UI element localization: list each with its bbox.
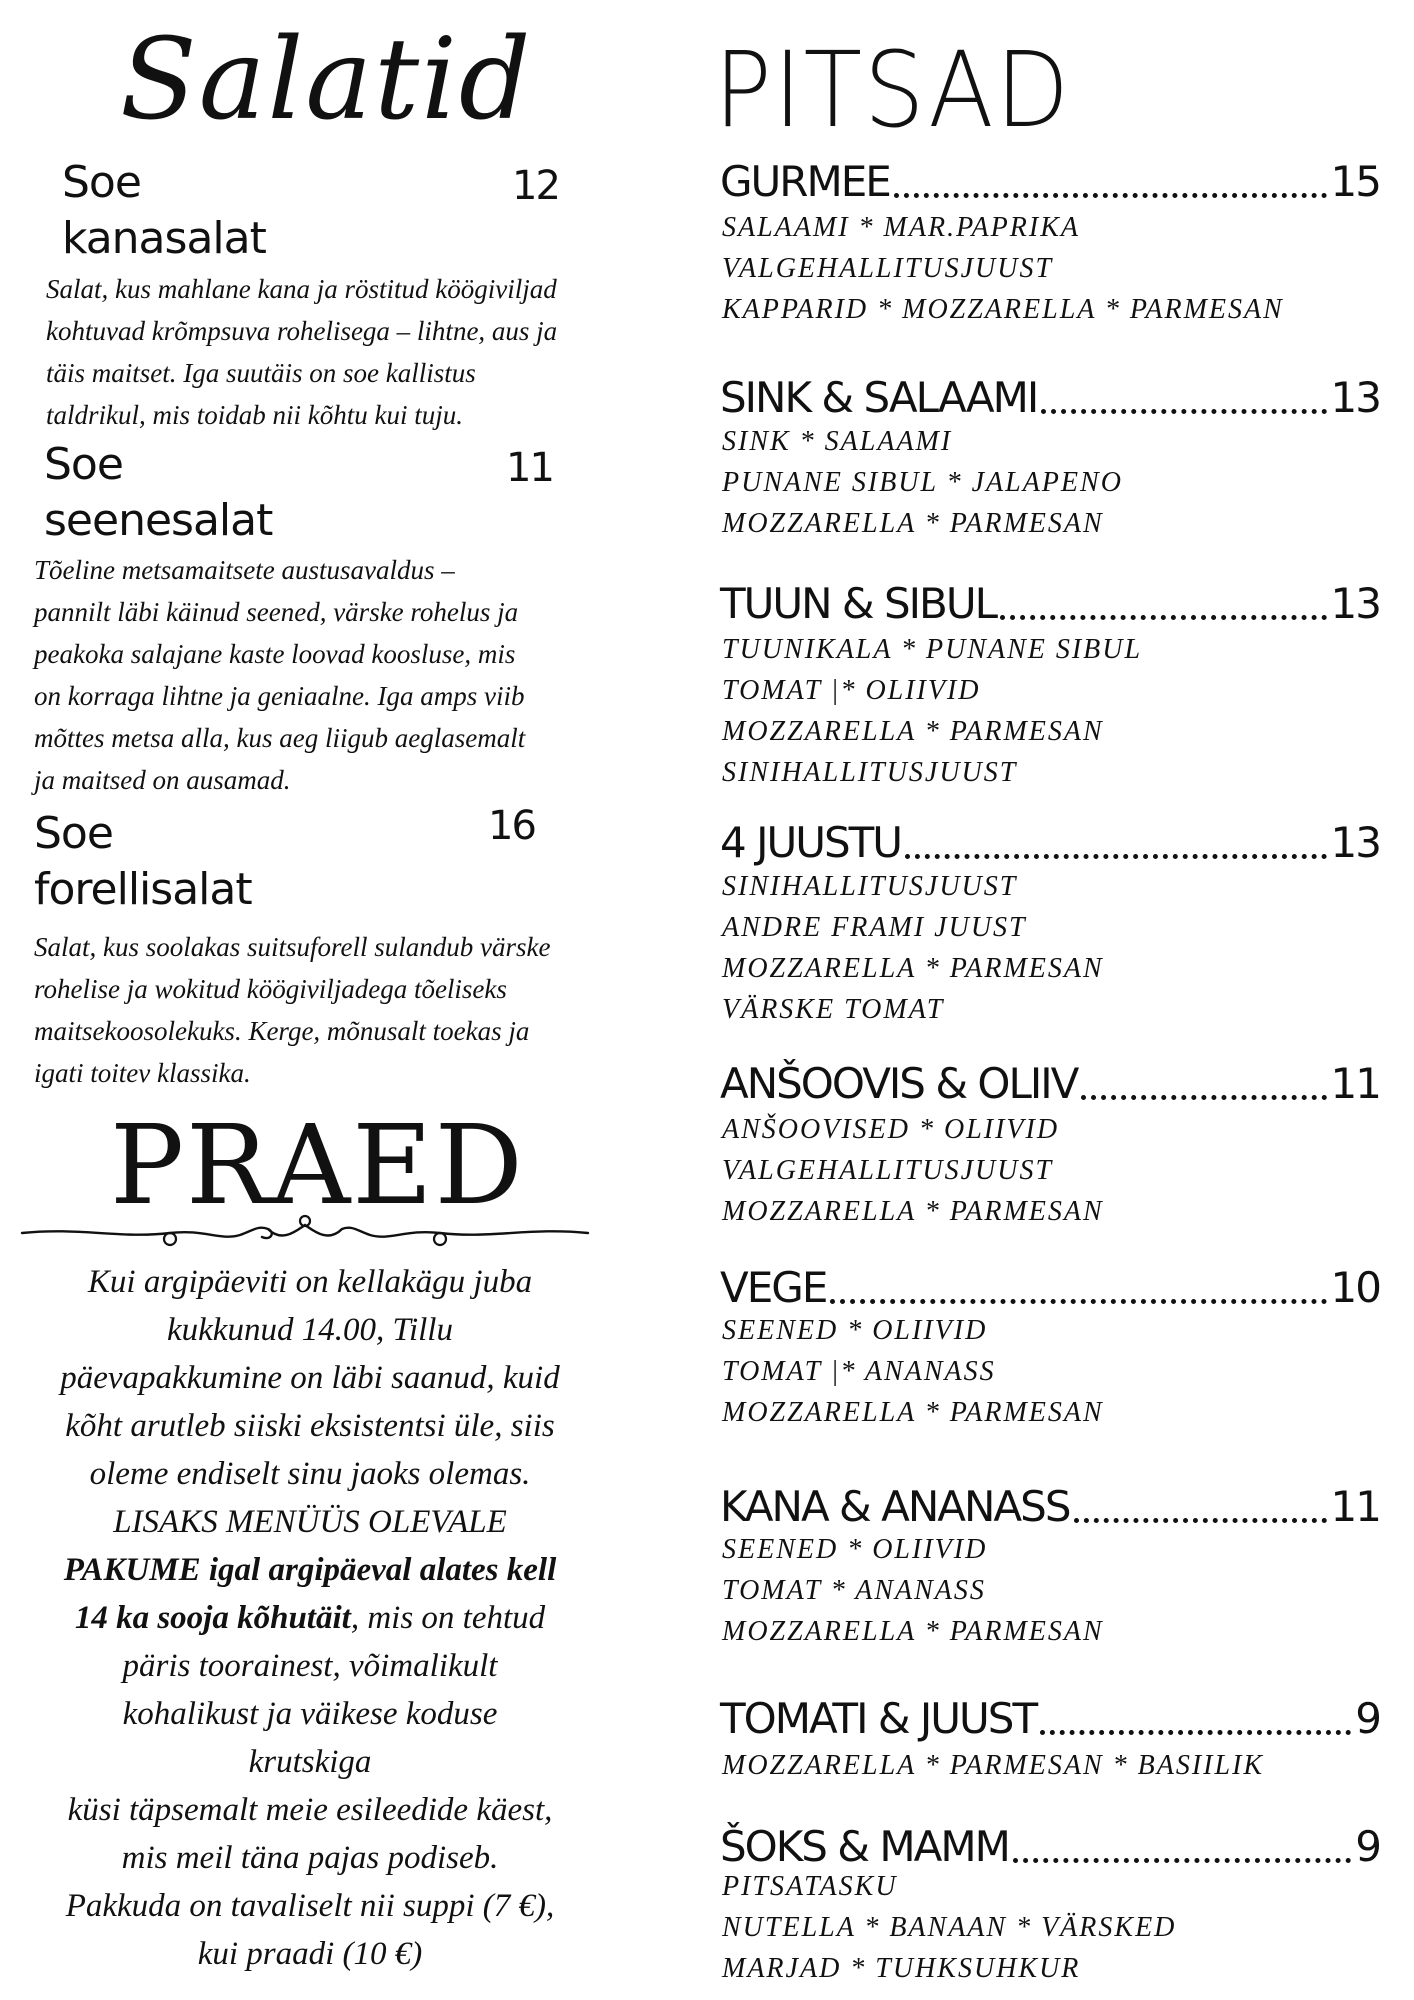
pizza-5-ingredients [722,1109,1104,1232]
pizza-3-ingredients [722,629,1142,793]
flourish-divider-icon [20,1213,590,1253]
salad-2-desc-line: mõttes metsa alla, kus aeg liigub aeglasemalt [34,723,526,753]
pizza-2-name: SINK & SALAAMI [720,373,1038,422]
praed-line: päris toorainest, võimalikult [122,1648,498,1684]
praed-line: LISAKS MENÜÜS OLEVALE [113,1504,507,1540]
pizza-7-name: KANA & ANANASS [720,1482,1070,1531]
ingredient-line: KAPPARID * MOZZARELLA * PARMESAN [722,294,1284,325]
pizza-7-ingredients [722,1529,1104,1652]
salad-3-name [34,806,252,918]
praed-description [0,1258,620,1978]
salad-3-name-line2: forellisalat [34,864,252,915]
pizza-8-price: 9 [1355,1694,1380,1743]
ingredient-line: SEENED * OLIIVID [722,1534,988,1565]
ingredient-line: VÄRSKE TOMAT [722,994,945,1025]
pizza-1-ingredients [722,207,1284,330]
praed-line: krutskiga [248,1744,372,1780]
pizza-1-name: GURMEE [720,157,890,206]
salad-2-name-line1: Soe [44,439,123,490]
pizza-5-header [720,1056,1380,1112]
ingredient-line: SALAAMI * MAR.PAPRIKA [722,212,1080,243]
ingredient-line: VALGEHALLITUSJUUST [722,1155,1054,1186]
ingredient-line: PITSATASKU [722,1871,898,1902]
pizza-8-ingredients [722,1745,1264,1786]
salad-3-desc-line: maitsekoosolekuks. Kerge, mõnusalt toekas ja [34,1016,530,1046]
dot-leader [905,854,1327,859]
pizza-3-name: TUUN & SIBUL [720,579,997,628]
ingredient-line: MARJAD * TUHKSUHKUR [722,1953,1081,1984]
praed-line: mis meil täna pajas podiseb. [121,1840,499,1876]
praed-line: kukkunud 14.00, Tillu [167,1312,453,1348]
praed-heading: PRAED [110,1101,525,1229]
pizza-7-header [720,1479,1380,1535]
praed-line: päevapakkumine on läbi saanud, kuid [60,1360,560,1396]
dot-leader [1000,615,1327,620]
dot-leader [894,193,1327,198]
praed-line: kõht arutleb siiski eksistentsi üle, siis [65,1408,555,1444]
ingredient-line: TOMAT |* ANANASS [722,1356,996,1387]
ingredient-line: ANŠOOVISED * OLIIVID [722,1114,1060,1145]
praed-line: Pakkuda on tavaliselt nii suppi (7 €), [65,1888,555,1924]
salatid-heading: Salatid [120,15,533,145]
pizza-4-ingredients [722,866,1104,1030]
praed-bold-text: PAKUME igal argipäeval alates kell [63,1552,557,1588]
pizza-8-header [720,1691,1380,1747]
pizza-8-name: TOMATI & JUUST [720,1694,1037,1743]
salad-1-desc-line: täis maitset. Iga suutäis on soe kallistus [46,358,476,388]
ingredient-line: MOZZARELLA * PARMESAN [722,1397,1104,1428]
dot-leader [830,1299,1326,1304]
ingredient-line: MOZZARELLA * PARMESAN [722,716,1104,747]
pizza-2-header [720,370,1380,426]
pizza-1-price: 15 [1330,157,1380,206]
pizza-2-price: 13 [1330,373,1380,422]
pizza-6-price: 10 [1330,1263,1380,1312]
praed-line: Kui argipäeviti on kellakägu juba [87,1264,533,1300]
ingredient-line: PUNANE SIBUL * JALAPENO [722,467,1123,498]
salad-1-desc-line: kohtuvad krõmpsuva rohelisega – lihtne, aus ja [46,316,558,346]
salad-2-desc-line: on korraga lihtne ja geniaalne. Iga amps viib [34,681,525,711]
salad-2-name-line2: seenesalat [44,495,273,546]
dot-leader [1013,1858,1351,1863]
salad-1-name-line1: Soe [62,157,141,208]
pizza-9-price: 9 [1355,1822,1380,1871]
dot-leader [1040,1730,1351,1735]
pizza-7-price: 11 [1330,1482,1380,1531]
salad-2-price: 11 [506,445,553,491]
salad-3-desc-line: Salat, kus soolakas suitsuforell sulandub värske [34,932,551,962]
dot-leader [1081,1095,1326,1100]
pizza-9-name: ŠOKS & MAMM [720,1822,1009,1871]
salad-2-desc-line: peakoka salajane kaste loovad koosluse, mis [34,639,516,669]
ingredient-line: SINIHALLITUSJUUST [722,871,1018,902]
pizza-1-header [720,154,1380,210]
ingredient-line: MOZZARELLA * PARMESAN [722,1196,1104,1227]
praed-line: küsi täpsemalt meie esileedide käest, [67,1792,553,1828]
pizza-4-name: 4 JUUSTU [720,818,901,867]
ingredient-line: TOMAT * ANANASS [722,1575,986,1606]
pizza-3-header [720,576,1380,632]
salad-1-description [46,268,557,436]
ingredient-line: TOMAT |* OLIIVID [722,675,981,706]
ingredient-line: TUUNIKALA * PUNANE SIBUL [722,634,1143,665]
pizza-3-price: 13 [1330,579,1380,628]
dot-leader [1074,1518,1327,1523]
praed-line: kui praadi (10 €) [197,1936,423,1972]
ingredient-line: MOZZARELLA * PARMESAN [722,508,1104,539]
praed-line: oleme endiselt sinu jaoks olemas. [89,1456,531,1492]
salad-2-description [34,549,525,801]
pitsad-heading: PITSAD [714,29,1072,151]
salad-3-price: 16 [488,803,535,849]
salad-2-desc-line: pannilt läbi käinud seened, värske rohelus ja [34,597,519,627]
praed-bold-text: 14 ka sooja kõhutäit [74,1600,351,1636]
ingredient-line: SEENED * OLIIVID [722,1315,988,1346]
ingredient-line: MOZZARELLA * PARMESAN [722,1616,1104,1647]
salad-1-desc-line: taldrikul, mis toidab nii kõhtu kui tuju. [46,400,463,430]
praed-line: kohalikust ja väikese koduse [122,1696,498,1732]
praed-mixed-line [0,1594,620,1642]
pizza-6-header [720,1260,1380,1316]
salad-3-name-line1: Soe [34,808,113,859]
ingredient-line: SINK * SALAAMI [722,426,953,457]
pizza-5-price: 11 [1330,1059,1380,1108]
pizza-4-header [720,815,1380,871]
salad-2-name [44,437,272,549]
salad-3-description [34,926,550,1094]
pizza-9-ingredients [722,1866,1176,1989]
pizza-6-name: VEGE [720,1263,827,1312]
salad-2-desc-line: ja maitsed on ausamad. [34,765,291,795]
ingredient-line: VALGEHALLITUSJUUST [722,253,1054,284]
ingredient-line: ANDRE FRAMI JUUST [722,912,1027,943]
pizza-6-ingredients [722,1310,1104,1433]
salad-1-name [62,155,266,267]
salad-1-desc-line: Salat, kus mahlane kana ja röstitud köögiviljad [46,274,557,304]
salad-1-name-line2: kanasalat [62,213,266,264]
praed-after-bold: , mis on tehtud [350,1600,546,1636]
ingredient-line: MOZZARELLA * PARMESAN * BASIILIK [722,1750,1265,1781]
dot-leader [1041,409,1326,414]
salad-1-price: 12 [512,163,559,209]
praed-bold-line [0,1546,620,1594]
ingredient-line: SINIHALLITUSJUUST [722,757,1018,788]
salad-2-desc-line: Tõeline metsamaitsete austusavaldus – [34,555,455,585]
pizza-2-ingredients [722,421,1123,544]
ingredient-line: MOZZARELLA * PARMESAN [722,953,1104,984]
ingredient-line: NUTELLA * BANAAN * VÄRSKED [722,1912,1177,1943]
salad-3-desc-line: rohelise ja wokitud köögiviljadega tõeliseks [34,974,507,1004]
pizza-4-price: 13 [1330,818,1380,867]
pizza-5-name: ANŠOOVIS & OLIIV [720,1059,1078,1108]
salad-3-desc-line: igati toitev klassika. [34,1058,251,1088]
